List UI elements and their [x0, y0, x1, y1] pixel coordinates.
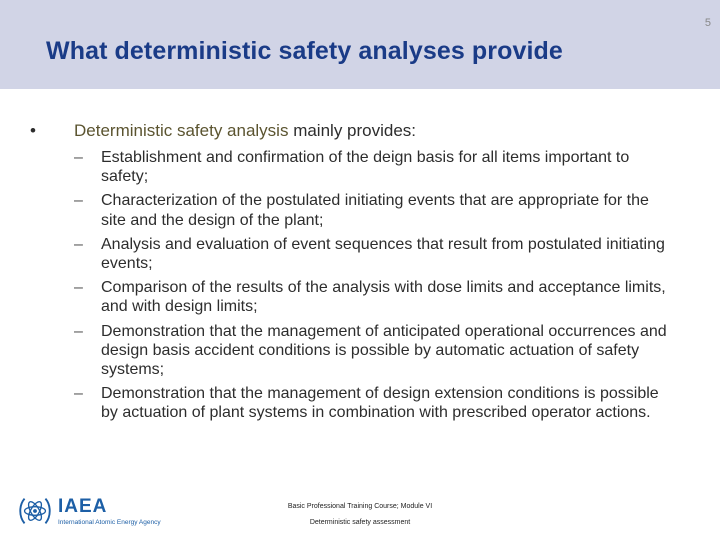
sub-bullet-item — [74, 148, 674, 186]
bullet-icon: • — [30, 121, 36, 140]
footer-topic: Deterministic safety assessment — [309, 519, 411, 526]
sub-bullet-text: Demonstration that the management of anticipated operational occurrences and design basis accident conditions is possible by automatic actuation of safety systems; — [101, 322, 667, 379]
footer-course: Basic Professional Training Course; Module VI — [287, 503, 433, 510]
sub-bullet-text: Analysis and evaluation of event sequences that result from postulated initiating events; — [101, 235, 665, 273]
sub-bullet-item — [74, 322, 674, 380]
logo-name: IAEA — [58, 496, 108, 517]
sub-bullet-item — [74, 191, 674, 229]
dash-icon: – — [74, 235, 83, 253]
bullet-text: mainly provides: — [288, 121, 417, 140]
main-bullet — [30, 121, 416, 141]
sub-bullet-text: Demonstration that the management of design extension conditions is possible by actuation of plant systems in combination with prescribed operator actions. — [101, 385, 659, 422]
logo-subtitle: International Atomic Energy Agency — [58, 519, 161, 526]
sub-bullet-list — [74, 148, 674, 428]
sub-bullet-item — [74, 384, 674, 422]
sub-bullet-text: Establishment and confirmation of the deign basis for all items important to safety; — [101, 149, 630, 186]
dash-icon: – — [74, 149, 83, 166]
dash-icon: – — [74, 279, 83, 297]
dash-icon: – — [74, 192, 83, 210]
iaea-emblem-icon — [16, 492, 54, 530]
bullet-emphasis: Deterministic safety analysis — [74, 121, 289, 140]
iaea-logo — [16, 492, 176, 532]
dash-icon: – — [74, 385, 83, 403]
header-band — [0, 0, 720, 89]
dash-icon: – — [74, 322, 83, 340]
sub-bullet-text: Comparison of the results of the analysis with dose limits and acceptance limits, and with design limits; — [101, 279, 666, 316]
sub-bullet-item — [74, 235, 674, 273]
page-number: 5 — [704, 17, 711, 29]
sub-bullet-item — [74, 278, 674, 316]
slide-title: What deterministic safety analyses provide — [46, 37, 563, 65]
sub-bullet-text: Characterization of the postulated initiating events that are appropriate for the site and the design of the plant; — [101, 192, 649, 229]
